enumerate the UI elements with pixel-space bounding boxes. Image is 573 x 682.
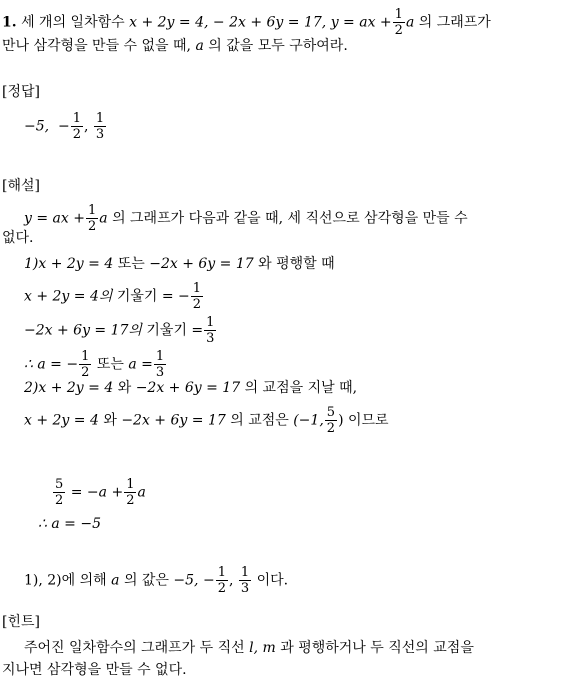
- solution-line-8: x + 2y = 4 와 −2x + 6y = 17 의 교점은 (−1, $\frac{5}{2}$ ) 이므로: [24, 405, 389, 436]
- answer-values: −5, − $\frac{1}{2}$ , $\frac{1}{3}$: [24, 111, 105, 142]
- solution-line-2: 없다.: [2, 230, 34, 246]
- fraction: $\frac{1}{2}$: [72, 111, 82, 142]
- answer-heading: [정답]: [2, 84, 40, 100]
- solution-line-9: $\frac{5}{2}$ = −a + $\frac{1}{2}$ a: [55, 477, 146, 508]
- solution-line-5: −2x + 6y = 17의 기울기 = $\frac{1}{3}$: [24, 315, 215, 346]
- problem-text: 의 그래프가: [418, 14, 491, 31]
- fraction: $\frac{1}{3}$: [95, 111, 105, 142]
- fraction: $\frac{1}{2}$: [81, 349, 90, 380]
- equation-1: x + 2y = 4,: [129, 14, 209, 31]
- problem-line-2: 만나 삼각형을 만들 수 없을 때, a 의 값을 모두 구하여라.: [2, 38, 348, 54]
- fraction: $\frac{1}{2}$: [217, 565, 226, 596]
- hint-line-1: 주어진 일차함수의 그래프가 두 직선 l, m 과 평행하거나 두 직선의 교점을: [24, 640, 474, 656]
- equation-2: − 2x + 6y = 17,: [212, 14, 327, 31]
- problem-number: 1.: [2, 14, 17, 31]
- fraction: $\frac{1}{2}$: [126, 477, 135, 508]
- fraction: $\frac{5}{2}$: [326, 405, 336, 436]
- fraction: $\frac{5}{2}$: [55, 477, 64, 508]
- solution-line-3: 1)x + 2y = 4 또는 −2x + 6y = 17 와 평행할 때: [24, 256, 335, 272]
- problem-text: 세 개의 일차함수: [21, 14, 125, 31]
- hint-heading: [힌트]: [2, 614, 40, 630]
- solution-line-4: x + 2y = 4의 기울기 = − $\frac{1}{2}$: [24, 281, 202, 312]
- fraction: $\frac{1}{3}$: [206, 315, 215, 346]
- solution-line-10: ∴ a = −5: [38, 516, 101, 532]
- solution-line-7: 2)x + 2y = 4 와 −2x + 6y = 17 의 교점을 지날 때,: [24, 380, 358, 396]
- solution-line-1: y = ax + $\frac{1}{2}$ a 의 그래프가 다음과 같을 때, 세 직선으로 삼각형을 만들 수: [24, 203, 468, 234]
- fraction: $\frac{1}{3}$: [240, 565, 250, 596]
- fraction: $\frac{1}{2}$: [394, 7, 403, 38]
- problem-line-1: 1. 세 개의 일차함수 x + 2y = 4, − 2x + 6y = 17, y = ax + $\frac{1}{2}$ a 의 그래프가: [2, 7, 491, 38]
- fraction: $\frac{1}{2}$: [192, 281, 202, 312]
- fraction: $\frac{1}{2}$: [87, 203, 97, 234]
- solution-line-6: ∴ a = − $\frac{1}{2}$ 또는 a = $\frac{1}{3}$: [24, 349, 165, 380]
- fraction: $\frac{1}{3}$: [155, 349, 165, 380]
- solution-heading: [해설]: [2, 178, 40, 194]
- solution-line-11: 1), 2)에 의해 a 의 값은 −5, − $\frac{1}{2}$ , $\frac{1}{3}$ 이다.: [24, 565, 289, 596]
- equation-3: y = ax +: [330, 14, 392, 31]
- hint-line-2: 지나면 삼각형을 만들 수 없다.: [2, 662, 187, 678]
